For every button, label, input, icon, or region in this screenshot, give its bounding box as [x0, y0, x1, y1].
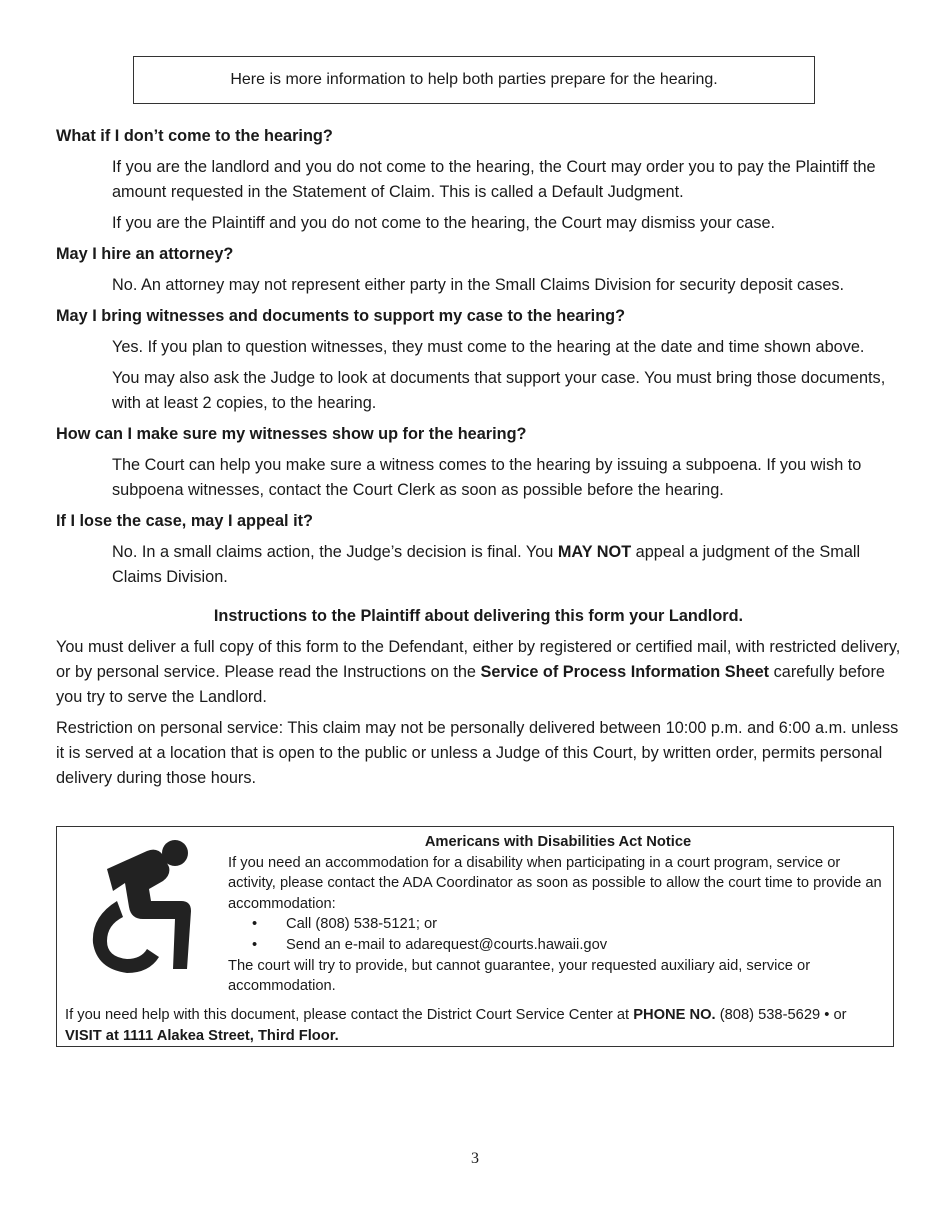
faq-question: What if I don’t come to the hearing? [56, 127, 333, 145]
info-banner [133, 56, 815, 104]
footer-text: If you need help with this document, please contact the District Court Service Center at [65, 1007, 634, 1023]
visit-address: VISIT at 1111 Alakea Street, Third Floor. [65, 1027, 339, 1044]
faq-answer: Yes. If you plan to question witnesses, they must come to the hearing at the date and time shown above. [112, 338, 865, 356]
faq-question: May I bring witnesses and documents to support my case to the hearing? [56, 307, 626, 325]
service-sheet-reference: Service of Process Information Sheet [480, 663, 770, 681]
faq-section [56, 124, 901, 797]
accessibility-wheelchair-icon [87, 839, 197, 975]
ada-notice-body [228, 832, 888, 997]
instructions-text: You must deliver a full copy of this form to the Defendant, either by registered or certified mail, with restricted delivery, or by personal service. Please read the Instructions on the [56, 638, 901, 681]
answer-emphasis: MAY NOT [557, 543, 632, 561]
faq-question: How can I make sure my witnesses show up for the hearing? [56, 425, 527, 443]
faq-answer [112, 540, 901, 590]
faq-answer: You may also ask the Judge to look at documents that support your case. You must bring those documents, with at least 2 copies, to the hearing. [112, 369, 886, 412]
phone-label: PHONE NO. [633, 1007, 716, 1023]
faq-question: May I hire an attorney? [56, 245, 234, 263]
phone-number: (808) 538-5629 • or [715, 1007, 847, 1023]
ada-intro: If you need an accommodation for a disability when participating in a court program, service or activity, please contact the ADA Coordinator as soon as possible to allow the court time to provide an accommodation: [228, 854, 882, 912]
ada-title: Americans with Disabilities Act Notice [424, 834, 692, 850]
answer-text: appeal a judgment of the Small Claims Division. [112, 543, 861, 586]
instructions-heading: Instructions to the Plaintiff about delivering this form your Landlord. [213, 607, 744, 625]
service-center-info [65, 1005, 887, 1046]
delivery-instructions [56, 635, 901, 710]
ada-contact-call: • Call (808) 538-5121; or [228, 914, 888, 935]
instructions-text: carefully before you try to serve the Landlord. [56, 663, 885, 706]
faq-answer: The Court can help you make sure a witness comes to the hearing by issuing a subpoena. If you wish to subpoena witnesses, contact the Court Clerk as soon as possible before the hearing. [112, 456, 862, 499]
faq-answer: No. An attorney may not represent either party in the Small Claims Division for security deposit cases. [112, 276, 845, 294]
answer-text: No. In a small claims action, the Judge’s decision is final. You [112, 543, 558, 561]
ada-contact-email: • Send an e-mail to adarequest@courts.hawaii.gov [228, 935, 888, 956]
ada-contact-list [228, 914, 888, 955]
ada-notice [56, 826, 894, 1047]
page-number: 3 [471, 1150, 479, 1167]
ada-closing: The court will try to provide, but cannot guarantee, your requested auxiliary aid, service or accommodation. [228, 957, 811, 995]
faq-question: If I lose the case, may I appeal it? [56, 512, 313, 530]
banner-text: Here is more information to help both parties prepare for the hearing. [230, 71, 718, 88]
faq-answer: If you are the Plaintiff and you do not come to the hearing, the Court may dismiss your case. [112, 214, 776, 232]
faq-answer: If you are the landlord and you do not come to the hearing, the Court may order you to pay the Plaintiff the amount requested in the Statement of Claim. This is called a Default Judgment. [112, 158, 876, 201]
service-restriction: Restriction on personal service: This claim may not be personally delivered between 10:00 p.m. and 6:00 a.m. unless it is served at a location that is open to the public or unless a Judge of this Court, by written order, permits personal delivery during those hours. [56, 719, 899, 787]
